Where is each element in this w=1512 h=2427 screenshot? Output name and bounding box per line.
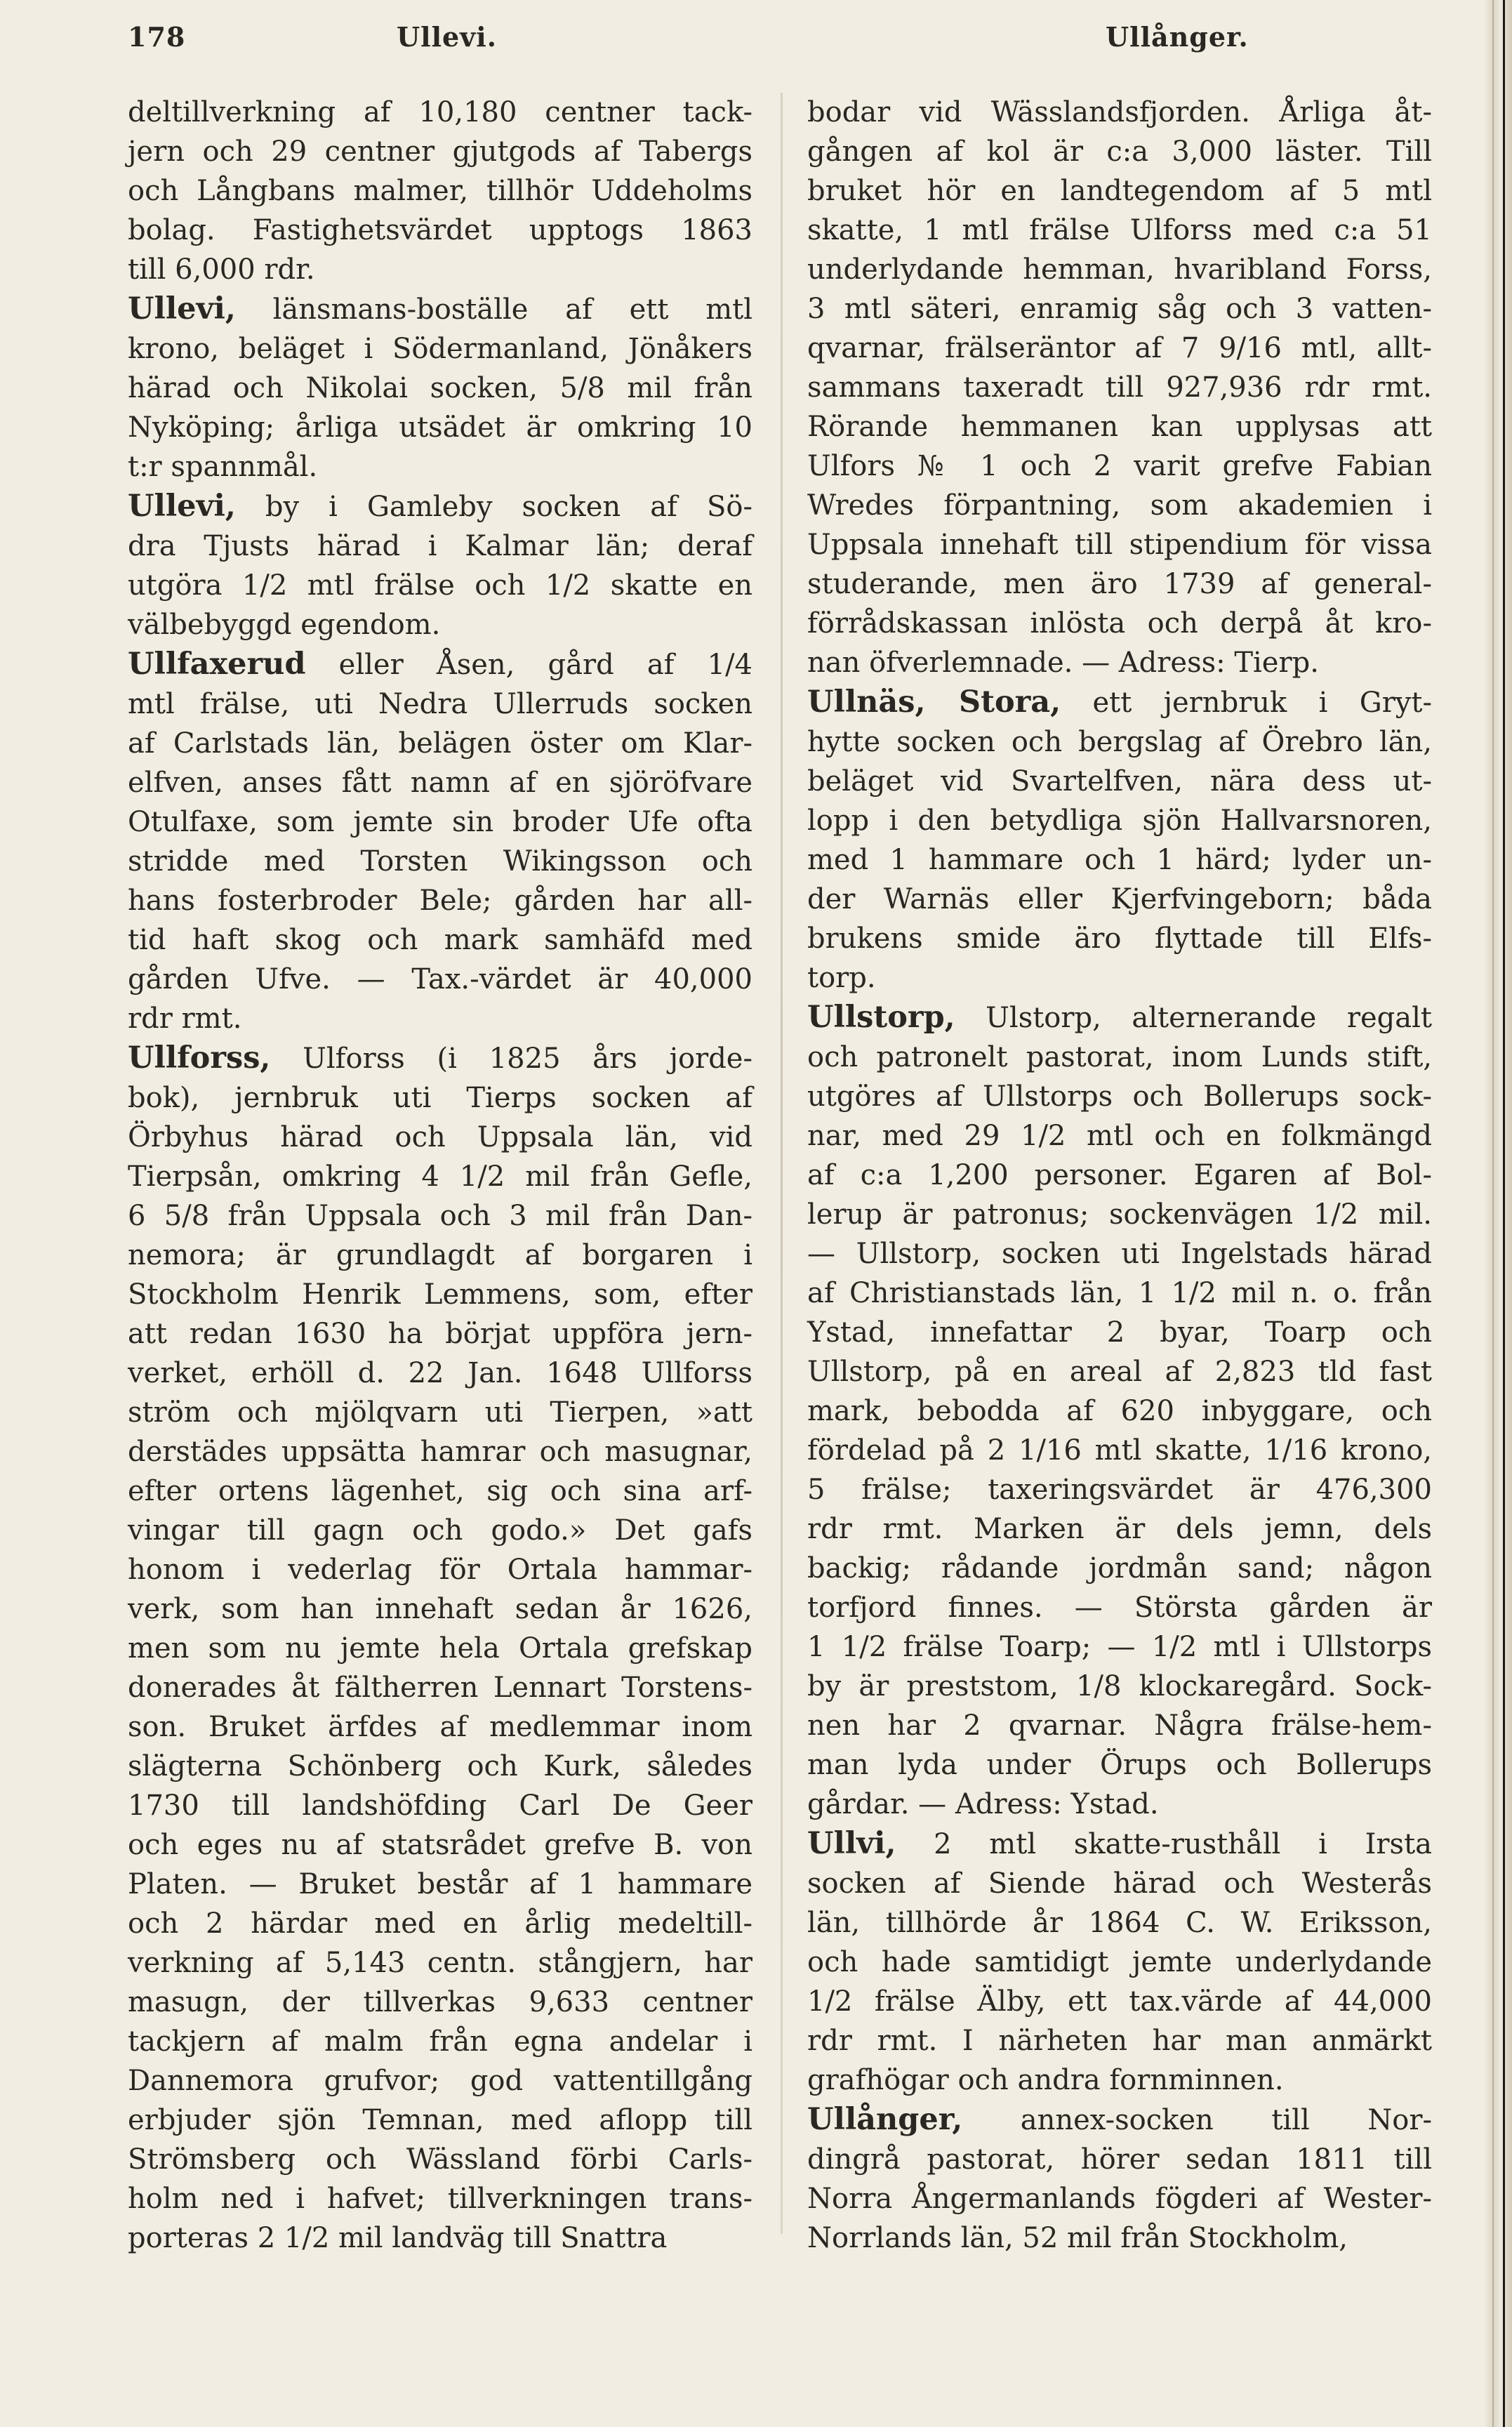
text-line: Norrlands län, 52 mil från Stockholm, (807, 2222, 1348, 2254)
right-column (807, 93, 1432, 2258)
text-line: Dannemora grufvor; god vattentillgång (128, 2065, 752, 2097)
entry-headword: Ullevi, (128, 291, 236, 326)
text-line: studerande, men äro 1739 af general- (807, 568, 1432, 600)
paragraph (807, 93, 1432, 682)
text-line: Tierpsån, omkring 4 1/2 mil från Gefle, (128, 1160, 752, 1193)
text-line: Örbyhus härad och Uppsala län, vid (128, 1121, 752, 1153)
text-line: Ullstorp, på en areal af 2,823 tld fast (807, 1356, 1432, 1388)
text-line: rdr rmt. (128, 1003, 242, 1035)
text-line: jern och 29 centner gjutgods af Tabergs (128, 135, 752, 168)
paragraph (807, 998, 1432, 1824)
paragraph (807, 2100, 1432, 2258)
text-line: 3 mtl säteri, enramig såg och 3 vatten- (807, 293, 1432, 325)
paragraph (128, 1038, 752, 2258)
text-line: mtl frälse, uti Nedra Ullerruds socken (128, 688, 752, 720)
text-line: Ullevi, by i Gamleby socken af Sö- (128, 489, 752, 524)
text-line: 6 5/8 från Uppsala och 3 mil från Dan- (128, 1200, 752, 1232)
text-line: rdr rmt. I närheten har man anmärkt (807, 2025, 1432, 2057)
page-edge (1484, 0, 1512, 2427)
page-edge-line (1503, 0, 1505, 2427)
text-line: förrådskassan inlösta och derpå åt kro- (807, 607, 1432, 640)
text-line: utgöres af Ullstorps och Bollerups sock- (807, 1080, 1432, 1113)
text-line: fördelad på 2 1/16 mtl skatte, 1/16 krono, (807, 1434, 1432, 1467)
text-line: län, tillhörde år 1864 C. W. Eriksson, (807, 1907, 1432, 1939)
text-line: Norra Ångermanlands fögderi af Wester- (807, 2183, 1432, 2215)
text-line: masugn, der tillverkas 9,633 centner (128, 1986, 752, 2018)
entry-headword: Ullevi, (128, 489, 236, 524)
paragraph (807, 682, 1432, 998)
text-line: 1/2 frälse Älby, ett tax.värde af 44,000 (807, 1985, 1432, 2018)
text-line: att redan 1630 ha börjat uppföra jern- (128, 1318, 752, 1350)
text-line: dra Tjusts härad i Kalmar län; deraf (128, 530, 752, 562)
text-line: 1730 till landshöfding Carl De Geer (128, 1790, 752, 1822)
text-line: gången af kol är c:a 3,000 läster. Till (807, 135, 1432, 168)
text-line: torfjord finnes. — Största gården är (807, 1592, 1432, 1624)
text-line: backig; rådande jordmån sand; någon (807, 1552, 1432, 1585)
text-line: Ullånger, annex-socken till Nor- (807, 2102, 1432, 2137)
text-line: utgöra 1/2 mtl frälse och 1/2 skatte en (128, 569, 752, 602)
text-line: dingrå pastorat, hörer sedan 1811 till (807, 2143, 1432, 2176)
text-line: qvarnar, frälseräntor af 7 9/16 mtl, allt- (807, 332, 1432, 364)
text-line: gården Ufve. — Tax.-värdet är 40,000 (128, 963, 752, 996)
text-line: krono, beläget i Södermanland, Jönåkers (128, 333, 752, 365)
text-line: honom i vederlag för Ortala hammar- (128, 1554, 752, 1586)
paragraph (128, 487, 752, 644)
text-line: af c:a 1,200 personer. Egaren af Bol- (807, 1159, 1432, 1191)
text-line: hytte socken och bergslag af Örebro län, (807, 726, 1432, 758)
text-line: till 6,000 rdr. (128, 253, 315, 286)
text-line: härad och Nikolai socken, 5/8 mil från (128, 372, 752, 404)
text-line: vingar till gagn och godo.» Det gafs (128, 1514, 752, 1547)
text-line: deltillverkning af 10,180 centner tack- (128, 96, 752, 128)
text-line: tid haft skog och mark samhäfd med (128, 924, 752, 956)
text-line: beläget vid Svartelfven, nära dess ut- (807, 765, 1432, 798)
text-line: nan öfverlemnade. — Adress: Tierp. (807, 647, 1319, 679)
text-line: Uppsala innehaft till stipendium för vissa (807, 529, 1432, 561)
text-line: son. Bruket ärfdes af medlemmar inom (128, 1711, 752, 1743)
text-line: underlydande hemman, hvaribland Forss, (807, 253, 1432, 286)
text-line: derstädes uppsätta hamrar och masugnar, (128, 1436, 752, 1468)
page-edge-shadow (1492, 0, 1494, 2427)
text-line: grafhögar och andra fornminnen. (807, 2064, 1284, 2096)
entry-headword: Ullfaxerud (128, 647, 306, 682)
text-line: torp. (807, 962, 876, 994)
text-line: brukens smide äro flyttade till Elfs- (807, 922, 1432, 955)
text-line: tackjern af malm från egna andelar i (128, 2025, 752, 2058)
text-line: Ullvi, 2 mtl skatte-rusthåll i Irsta (807, 1826, 1432, 1861)
text-line: stridde med Torsten Wikingsson och (128, 845, 752, 878)
text-line: erbjuder sjön Temnan, med aflopp till (128, 2104, 752, 2136)
text-line: nen har 2 qvarnar. Några frälse-hem- (807, 1710, 1432, 1742)
text-line: 5 frälse; taxeringsvärdet är 476,300 (807, 1474, 1432, 1506)
text-line: sammans taxeradt till 927,936 rdr rmt. (807, 371, 1432, 404)
text-line: Otulfaxe, som jemte sin broder Ufe ofta (128, 806, 752, 838)
entry-headword: Ullstorp, (807, 1000, 955, 1035)
text-line: och eges nu af statsrådet grefve B. von (128, 1829, 752, 1861)
text-line: verkning af 5,143 centn. stångjern, har (128, 1947, 752, 1979)
text-line: rdr rmt. Marken är dels jemn, dels (807, 1513, 1432, 1545)
text-line: Platen. — Bruket består af 1 hammare (128, 1868, 752, 1900)
text-line: man lyda under Örups och Bollerups (807, 1749, 1432, 1781)
text-line: mark, bebodda af 620 inbyggare, och (807, 1395, 1432, 1427)
entry-headword: Ullånger, (807, 2102, 963, 2137)
text-line: af Christianstads län, 1 1/2 mil n. o. från (807, 1277, 1432, 1309)
text-line: elfven, anses fått namn af en sjöröfvare (128, 767, 752, 799)
entry-headword: Ullnäs, Stora, (807, 685, 1061, 720)
text-line: Ullstorp, Ulstorp, alternerande regalt (807, 1000, 1432, 1035)
text-line: verket, erhöll d. 22 Jan. 1648 Ullforss (128, 1357, 752, 1389)
text-line: holm ned i hafvet; tillverkningen trans- (128, 2183, 752, 2215)
running-head-right: Ullånger. (1106, 21, 1249, 53)
text-line: Stockholm Henrik Lemmens, som, efter (128, 1278, 752, 1311)
text-line: med 1 hammare och 1 härd; lyder un- (807, 844, 1432, 876)
text-line: Wredes förpantning, som akademien i (807, 489, 1432, 522)
text-line: och hade samtidigt jemte underlydande (807, 1946, 1432, 1978)
text-line: hans fosterbroder Bele; gården har all- (128, 885, 752, 917)
text-line: — Ullstorp, socken uti Ingelstads härad (807, 1238, 1432, 1270)
text-line: Ullevi, länsmans-boställe af ett mtl (128, 291, 752, 326)
text-line: Ullnäs, Stora, ett jernbruk i Gryt- (807, 685, 1432, 720)
text-line: nemora; är grundlagdt af borgaren i (128, 1239, 752, 1271)
entry-headword: Ullforss, (128, 1040, 271, 1076)
text-line: porteras 2 1/2 mil landväg till Snattra (128, 2222, 668, 2254)
text-line: Ystad, innefattar 2 byar, Toarp och (807, 1316, 1432, 1349)
text-line: Ulfors № 1 och 2 varit grefve Fabian (807, 450, 1432, 482)
text-line: Nyköping; årliga utsädet är omkring 10 (128, 411, 752, 444)
running-head-left: Ullevi. (397, 21, 497, 53)
text-line: nar, med 29 1/2 mtl och en folkmängd (807, 1120, 1432, 1152)
text-line: bolag. Fastighetsvärdet upptogs 1863 (128, 214, 752, 246)
text-line: lerup är patronus; sockenvägen 1/2 mil. (807, 1198, 1432, 1231)
text-line: Strömsberg och Wässland förbi Carls- (128, 2143, 752, 2176)
entry-headword: Ullvi, (807, 1826, 896, 1861)
page-number: 178 (128, 21, 186, 53)
text-line: bruket hör en landtegendom af 5 mtl (807, 175, 1432, 207)
text-line: skatte, 1 mtl frälse Ulforss med c:a 51 (807, 214, 1432, 246)
paragraph (807, 1824, 1432, 2100)
text-line: gårdar. — Adress: Ystad. (807, 1788, 1159, 1820)
text-line: der Warnäs eller Kjerfvingeborn; båda (807, 883, 1432, 915)
text-line: men som nu jemte hela Ortala grefskap (128, 1632, 752, 1665)
text-line: Ullforss, Ulforss (i 1825 års jorde- (128, 1040, 752, 1076)
text-line: by är preststom, 1/8 klockaregård. Sock- (807, 1670, 1432, 1702)
left-column (128, 93, 752, 2258)
text-line: verk, som han innehaft sedan år 1626, (128, 1593, 752, 1625)
text-line: välbebyggd egendom. (128, 609, 441, 641)
text-line: ström och mjölqvarn uti Tierpen, »att (128, 1396, 752, 1429)
text-line: bok), jernbruk uti Tierps socken af (128, 1082, 752, 1114)
text-line: socken af Siende härad och Westerås (807, 1867, 1432, 1900)
text-line: bodar vid Wässlandsfjorden. Årliga åt- (807, 96, 1432, 128)
text-line: och Långbans malmer, tillhör Uddeholms (128, 175, 752, 207)
text-line: af Carlstads län, belägen öster om Klar- (128, 727, 752, 760)
text-line: Ullfaxerud eller Åsen, gård af 1/4 (128, 647, 752, 682)
text-line: och 2 härdar med en årlig medeltill- (128, 1907, 752, 1940)
text-line: donerades åt fältherren Lennart Torstens- (128, 1672, 752, 1704)
text-line: efter ortens lägenhet, sig och sina arf- (128, 1475, 752, 1507)
column-divider (781, 93, 783, 2234)
text-line: t:r spannmål. (128, 451, 318, 483)
text-line: Rörande hemmanen kan upplysas att (807, 411, 1432, 443)
paragraph (128, 644, 752, 1038)
text-line: 1 1/2 frälse Toarp; — 1/2 mtl i Ullstorps (807, 1631, 1432, 1663)
text-line: lopp i den betydliga sjön Hallvarsnoren, (807, 805, 1432, 837)
text-line: och patronelt pastorat, inom Lunds stift, (807, 1041, 1432, 1073)
paragraph (128, 289, 752, 487)
text-line: slägterna Schönberg och Kurk, således (128, 1750, 752, 1783)
paragraph (128, 93, 752, 289)
